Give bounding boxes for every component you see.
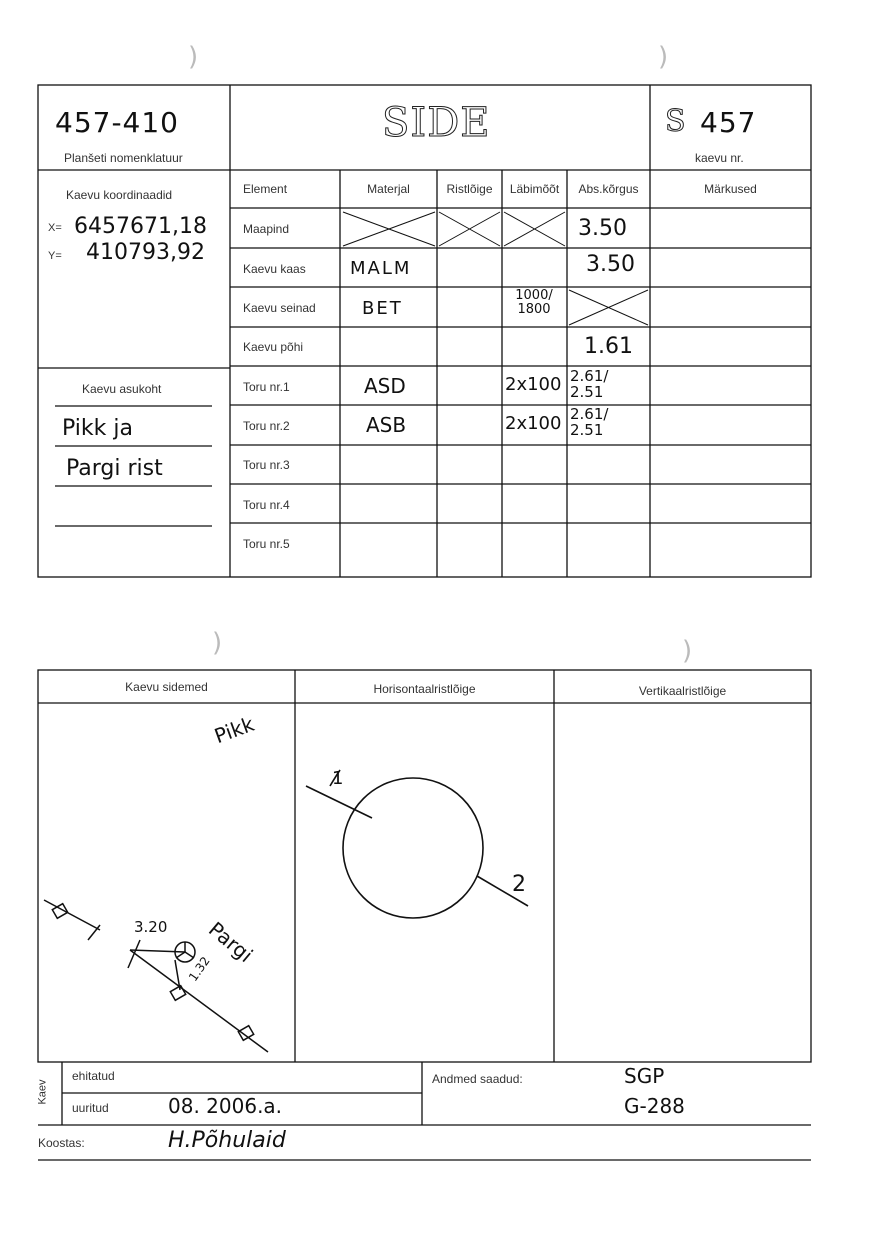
row-element-pipe-3: Toru nr.3 — [243, 458, 290, 472]
coords-label: Kaevu koordinaadid — [66, 188, 173, 202]
pipe-2-label: 2 — [512, 872, 526, 897]
cell-material-walls: BET — [362, 298, 403, 319]
row-element-ground: Maapind — [243, 222, 290, 236]
row-element-pipe-4: Toru nr.4 — [243, 498, 290, 512]
location-line1: Pikk ja — [62, 416, 133, 441]
row-element-pipe-5: Toru nr.5 — [243, 537, 290, 551]
punch-hole-mid-right: ) — [682, 636, 693, 666]
kaev-label: Kaev — [36, 1079, 49, 1105]
surveyed-value: 08. 2006.a. — [168, 1094, 283, 1118]
x-value: 6457671,18 — [74, 214, 207, 239]
data-source-line1: SGP — [624, 1064, 665, 1088]
cell-abs-ground: 3.50 — [578, 216, 627, 241]
y-label: Y= — [48, 250, 62, 262]
punch-hole-mid-left: ) — [212, 628, 223, 658]
col-header-element: Element — [243, 182, 288, 196]
sketch-label-distance: 1.32 — [185, 954, 213, 984]
row-element-cover: Kaevu kaas — [243, 262, 306, 276]
x-label: X= — [48, 222, 62, 234]
well-no-label: kaevu nr. — [695, 151, 744, 165]
col-header-diameter: Läbimõõt — [509, 182, 560, 196]
row-element-pipe-2: Toru nr.2 — [243, 419, 290, 433]
surveyed-label: uuritud — [72, 1101, 109, 1115]
cell-abs-pipe-2: 2.61/ 2.51 — [570, 405, 609, 439]
well-no-value: 457 — [700, 106, 757, 139]
col-label-horizontal-section: Horisontaalristlõige — [373, 682, 476, 696]
row-element-bottom: Kaevu põhi — [243, 340, 304, 354]
punch-hole-top-right: ) — [658, 42, 669, 72]
cell-diameter-pipe-1: 2x100 — [505, 374, 562, 395]
horizontal-section-sketch — [306, 770, 528, 918]
cell-abs-pipe-1: 2.61/ 2.51 — [570, 367, 609, 401]
well-no-prefix: S — [665, 104, 686, 139]
cell-abs-bottom: 1.61 — [584, 334, 633, 359]
row-element-walls: Kaevu seinad — [243, 301, 316, 315]
col-header-cross-section: Ristlõige — [446, 182, 493, 196]
cell-diameter-walls: 1000/ 1800 — [515, 288, 553, 317]
y-value: 410793,92 — [86, 240, 205, 265]
cell-material-pipe-1: ASD — [364, 374, 406, 398]
punch-hole-top-left: ) — [188, 42, 199, 72]
row-element-pipe-1: Toru nr.1 — [243, 380, 290, 394]
compiled-value: H.Põhulaid — [168, 1128, 286, 1153]
data-source-line2: G-288 — [624, 1094, 685, 1118]
cell-diameter-pipe-2: 2x100 — [505, 413, 562, 434]
built-label: ehitatud — [72, 1069, 115, 1083]
cell-material-cover: MALM — [350, 258, 412, 279]
col-header-material: Materjal — [367, 182, 410, 196]
col-label-connections: Kaevu sidemed — [125, 680, 208, 694]
cell-abs-cover: 3.50 — [586, 252, 635, 277]
location-label: Kaevu asukoht — [82, 382, 162, 396]
data-source-label: Andmed saadud: — [432, 1072, 523, 1086]
sketch-label-pargi: Pargi — [204, 916, 258, 968]
nomenclature-label: Planšeti nomenklatuur — [64, 151, 183, 165]
cell-material-pipe-2: ASB — [366, 413, 407, 437]
col-label-vertical-section: Vertikaalristlõige — [638, 684, 727, 698]
col-header-remarks: Märkused — [704, 182, 757, 196]
sketch-label-pikk: Pikk — [211, 711, 258, 749]
form-title: SIDE — [382, 100, 491, 146]
location-line2: Pargi rist — [66, 456, 163, 481]
sketch-label-elevation: 3.20 — [134, 918, 168, 936]
col-header-abs-elevation: Abs.kõrgus — [578, 182, 639, 196]
compiled-label: Koostas: — [38, 1136, 85, 1150]
nomenclature-value: 457-410 — [55, 106, 179, 139]
pipe-1-label: 1 — [332, 768, 344, 789]
